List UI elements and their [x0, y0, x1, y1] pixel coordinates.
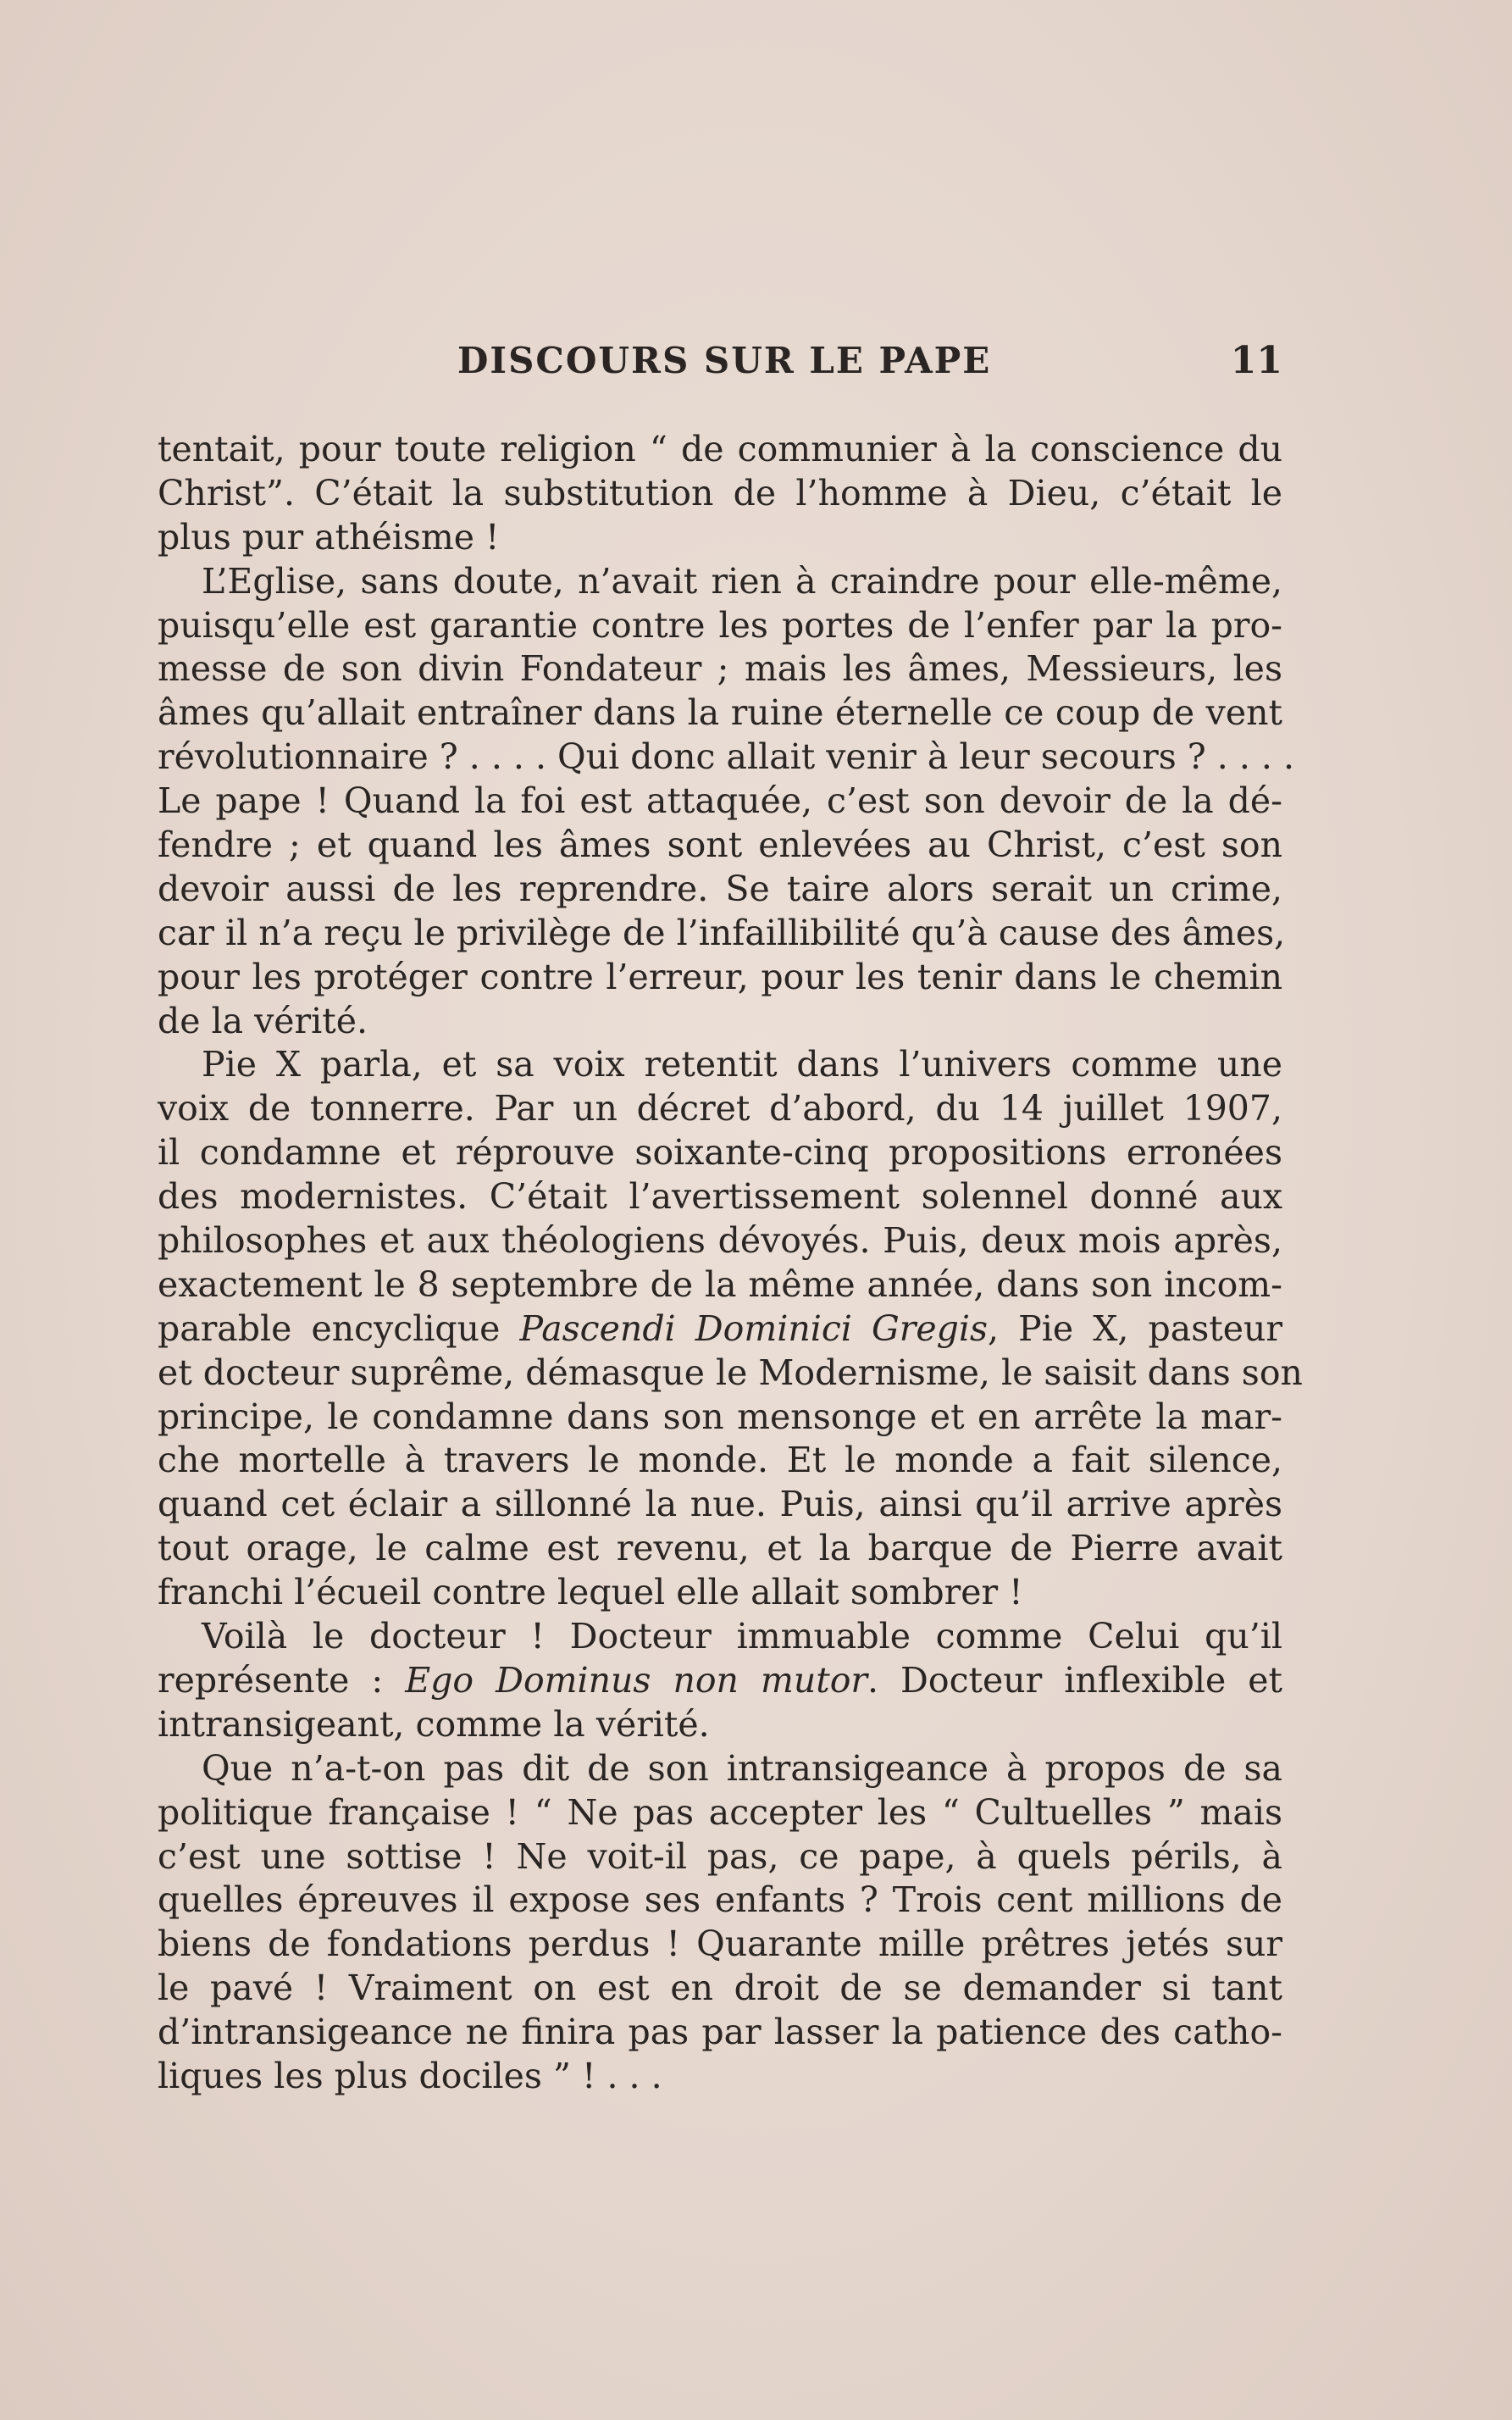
text-line: de la vérité.	[158, 1000, 368, 1041]
body-text	[158, 428, 1303, 2099]
text-line: L’Eglise, sans doute, n’avait rien à craindre pour elle-même,	[202, 560, 1282, 602]
page-number: 11	[1230, 339, 1282, 382]
text-line: le pavé ! Vraiment on est en droit de se demander si tant	[158, 1968, 1282, 2009]
encyclical-title: Pascendi Dominici Gregis	[519, 1307, 989, 1349]
text-line: il condamne et réprouve soixante-cinq propositions erronées	[158, 1132, 1282, 1174]
text-line: franchi l’écueil contre lequel elle allait sombrer !	[158, 1572, 1023, 1613]
text-line: car il n’a reçu le privilège de l’infaillibilité qu’à cause des âmes,	[158, 912, 1286, 953]
text-line: d’intransigeance ne finira pas par lasser la patience des catho-	[158, 2012, 1282, 2053]
text-line: principe, le condamne dans son mensonge et en arrête la mar-	[158, 1396, 1282, 1437]
text-line: révolutionnaire ? . . . . Qui donc allait venir à leur secours ? . . . .	[158, 736, 1295, 778]
text-line: messe de son divin Fondateur ; mais les âmes, Messieurs, les	[158, 648, 1282, 690]
latin-quote: Ego Dominus non mutor	[405, 1659, 867, 1701]
text-line: Pie X parla, et sa voix retentit dans l’univers comme une	[202, 1044, 1282, 1085]
text-line: exactement le 8 septembre de la même année, dans son incom-	[158, 1263, 1282, 1305]
text-line: des modernistes. C’était l’avertissement solennel donné aux	[158, 1176, 1282, 1218]
text-line: quelles épreuves il expose ses enfants ? Trois cent millions de	[158, 1879, 1282, 1921]
running-title: DISCOURS SUR LE PAPE	[457, 340, 992, 381]
text-line: biens de fondations perdus ! Quarante mille prêtres jetés sur	[158, 1923, 1282, 1965]
text-line: Que n’a-t-on pas dit de son intransigeance à propos de sa	[202, 1747, 1282, 1789]
text-line: Le pape ! Quand la foi est attaquée, c’est son devoir de la dé-	[158, 780, 1282, 822]
text-line: politique française ! “ Ne pas accepter les “ Cultuelles ” mais	[158, 1791, 1282, 1833]
text-line: fendre ; et quand les âmes sont enlevées au Christ, c’est son	[158, 824, 1282, 866]
text-line: plus pur athéisme !	[158, 516, 500, 558]
text-line: tentait, pour toute religion “ de communier à la conscience du	[158, 429, 1282, 469]
text-line: Christ”. C’était la substitution de l’homme à Dieu, c’était le	[158, 472, 1282, 513]
running-head	[158, 336, 1282, 386]
text-line: et docteur suprême, démasque le Modernisme, le saisit dans son	[158, 1352, 1303, 1393]
text-line: Voilà le docteur ! Docteur immuable comme Celui qu’il	[202, 1616, 1282, 1657]
text-line: pour les protéger contre l’erreur, pour les tenir dans le chemin	[158, 956, 1282, 997]
text-line: c’est une sottise ! Ne voit-il pas, ce pape, à quels périls, à	[158, 1835, 1282, 1877]
text-line: che mortelle à travers le monde. Et le monde a fait silence,	[158, 1440, 1282, 1481]
text-line: tout orage, le calme est revenu, et la barque de Pierre avait	[158, 1528, 1282, 1569]
text-line: quand cet éclair a sillonné la nue. Puis, ainsi qu’il arrive après	[158, 1484, 1282, 1525]
text-line: puisqu’elle est garantie contre les portes de l’enfer par la pro-	[158, 604, 1282, 646]
text-line: intransigeant, comme la vérité.	[158, 1703, 710, 1745]
text-line: voix de tonnerre. Par un décret d’abord, du 14 juillet 1907,	[158, 1088, 1282, 1130]
text-line: âmes qu’allait entraîner dans la ruine éternelle ce coup de vent	[158, 692, 1282, 734]
text-line: devoir aussi de les reprendre. Se taire alors serait un crime,	[158, 868, 1282, 909]
text-line: parable encyclique Pascendi Dominici Gregis, Pie X, pasteur	[158, 1307, 1282, 1349]
text-line: philosophes et aux théologiens dévoyés. Puis, deux mois après,	[158, 1220, 1282, 1262]
text-line: représente : Ego Dominus non mutor. Docteur inflexible et	[158, 1659, 1282, 1701]
text-line: liques les plus dociles ” ! . . .	[158, 2055, 662, 2096]
